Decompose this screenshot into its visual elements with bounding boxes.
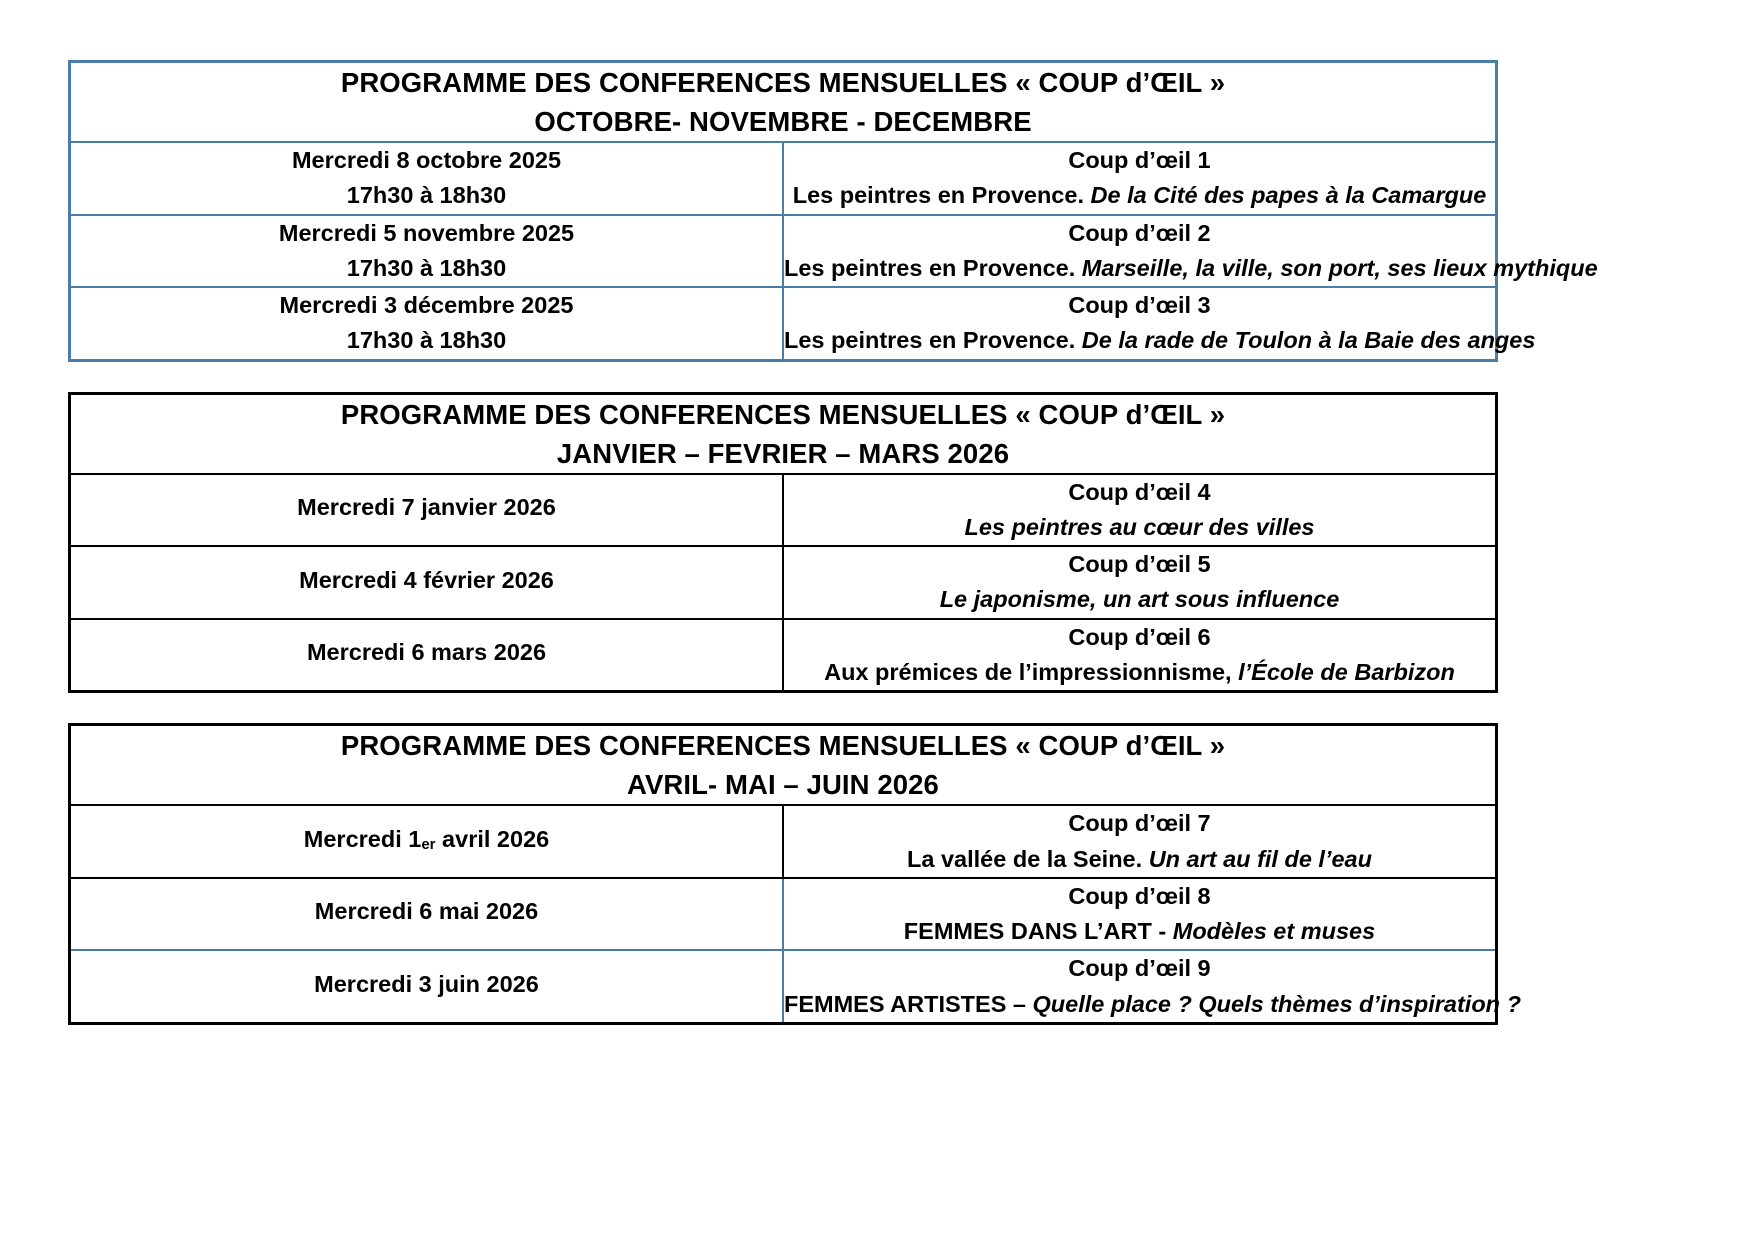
table-row [70,546,1497,619]
table-header-cell [70,725,1497,806]
date-line-time: 17h30 à 18h30 [346,327,507,354]
conference-subject [784,914,1495,949]
date-day-number: Mercredi 1 [303,825,422,852]
subject-italic: Quelle place ? Quels thèmes d’inspiration ? [1032,990,1521,1017]
subject-italic: Marseille, la ville, son port, ses lieux mythique [1081,254,1598,281]
subject-prefix: FEMMES DANS L’ART - [903,918,1167,945]
description-cell [783,474,1497,547]
subject-italic: Le japonisme, un art sous influence [939,586,1340,613]
coup-doeil-label: Coup d’œil 6 [1068,623,1211,650]
description-cell [783,287,1536,360]
date-line-primary: Mercredi 3 décembre 2025 [279,292,574,319]
subject-italic: Un art au fil de l’eau [1148,845,1372,872]
subject-prefix: La vallée de la Seine. [907,845,1143,872]
description-cell [783,950,1521,1023]
subject-prefix: Aux prémices de l’impressionnisme, [824,658,1232,685]
date-line-primary: Mercredi 5 novembre 2025 [278,219,575,246]
conference-subject [784,655,1495,690]
table-header-row [70,393,1497,474]
table-title-line1: PROGRAMME DES CONFERENCES MENSUELLES « COUP d’ŒIL » [340,398,1226,430]
date-cell [70,546,784,619]
date-cell [70,619,784,692]
date-ordinal-suffix: er [421,835,436,853]
coup-doeil-label: Coup d’œil 4 [1068,478,1211,505]
date-line-time [71,1002,782,1006]
coup-doeil-label: Coup d’œil 3 [1068,292,1211,319]
table-row [70,878,1497,951]
date-cell [70,142,784,215]
table-title-line2: JANVIER – FEVRIER – MARS 2026 [556,437,1010,469]
table-row [70,142,1497,215]
date-line-primary: Mercredi 7 janvier 2026 [297,494,556,521]
coup-doeil-label: Coup d’œil 2 [1068,219,1211,246]
date-line-primary: Mercredi 6 mars 2026 [306,639,547,666]
date-cell [70,474,784,547]
conference-subject [784,987,1521,1022]
conference-subject [784,323,1536,358]
table-row [70,215,1497,288]
coup-doeil-label: Coup d’œil 8 [1068,882,1211,909]
conference-subject [784,842,1495,877]
subject-italic: De la rade de Toulon à la Baie des anges [1081,327,1536,354]
description-cell [783,878,1497,951]
date-cell [70,215,784,288]
coup-doeil-label: Coup d’œil 1 [1068,147,1211,174]
description-cell [783,215,1598,288]
conference-subject [784,510,1495,545]
date-line-primary: Mercredi 4 février 2026 [299,566,554,593]
subject-italic: l’École de Barbizon [1238,658,1455,685]
date-line-primary: Mercredi 6 mai 2026 [314,898,539,925]
subject-prefix: Les peintres en Provence. [784,327,1076,354]
date-line-primary: Mercredi 8 octobre 2025 [291,147,562,174]
date-cell [70,950,784,1023]
date-cell [70,287,784,360]
table-row [70,950,1497,1023]
description-cell [783,805,1497,878]
coup-doeil-label: Coup d’œil 7 [1068,810,1211,837]
date-line-time [71,857,782,861]
date-line-time: 17h30 à 18h30 [346,182,507,209]
table-title-line1: PROGRAMME DES CONFERENCES MENSUELLES « COUP d’ŒIL » [340,730,1226,762]
table-header-row [70,62,1497,143]
conference-subject [784,178,1495,213]
table-row [70,287,1497,360]
date-cell [70,878,784,951]
coup-doeil-label: Coup d’œil 5 [1068,551,1211,578]
coup-doeil-label: Coup d’œil 9 [1068,955,1211,982]
subject-italic: Modèles et muses [1172,918,1376,945]
subject-prefix: FEMMES ARTISTES – [784,990,1026,1017]
program-table-jan-fev-mars [68,392,1498,694]
subject-prefix: Les peintres en Provence. [792,182,1084,209]
program-sheet [68,60,1598,1055]
table-row [70,474,1497,547]
date-cell [70,805,784,878]
description-cell [783,546,1497,619]
date-line-time [71,598,782,602]
conference-subject [784,251,1598,286]
table-header-cell [70,393,1497,474]
subject-italic: Les peintres au cœur des villes [964,513,1315,540]
subject-italic: De la Cité des papes à la Camargue [1090,182,1487,209]
description-cell [783,619,1497,692]
table-title-line2: AVRIL- MAI – JUIN 2026 [627,769,939,801]
table-title-line2: OCTOBRE- NOVEMBRE - DECEMBRE [534,106,1032,138]
date-month-year: avril 2026 [435,825,550,852]
table-row [70,619,1497,692]
program-table-avril-mai-juin [68,723,1521,1025]
conference-subject [784,582,1495,617]
date-line-primary: Mercredi 3 juin 2026 [314,970,539,997]
date-line-primary [71,822,782,857]
table-row [70,805,1497,878]
program-table-oct-nov-dec [68,60,1598,362]
description-cell [783,142,1497,215]
date-line-time: 17h30 à 18h30 [346,254,507,281]
date-line-time [71,526,782,530]
table-header-row [70,725,1497,806]
table-title-line1: PROGRAMME DES CONFERENCES MENSUELLES « COUP d’ŒIL » [340,67,1226,98]
date-line-time [71,930,782,934]
table-header-cell [70,62,1497,143]
subject-prefix: Les peintres en Provence. [784,254,1076,281]
date-line-time [71,671,782,675]
